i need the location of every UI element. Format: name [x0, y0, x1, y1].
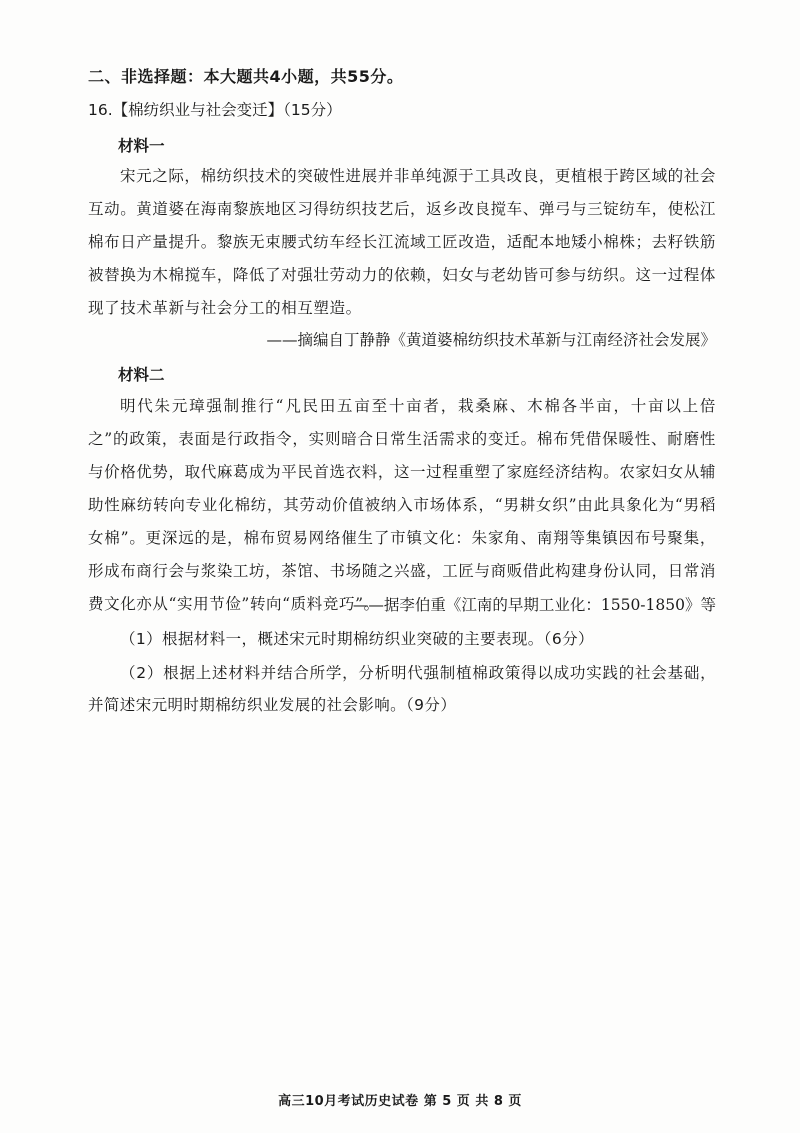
material-two-body: 明代朱元璋强制推行“凡民田五亩至十亩者，栽桑麻、木棉各半亩，十亩以上倍之”的政策，表面是行政指令，实则暗合日常生活需求的变迁。棉布凭借保暖性、耐磨性与价格优势，取代麻葛成为平民首选衣料，这一过程重塑了家庭经济结构。农家妇女从辅助性麻纺转向专业化棉纺，其劳动价值被纳入市场体系，“男耕女织”由此具象化为“男稻女棉”。更深远的是，棉布贸易网络催生了市镇文化：朱家角、南翔等集镇因布号聚集，形成布商行会与浆染工坊，茶馆、书场随之兴盛，工匠与商贩借此构建身份认同，日常消费文化亦从“实用节俭”转向“质料竞巧”。: [88, 397, 716, 613]
material-one-source: ——摘编自丁静静《黄道婆棉纺织技术革新与江南经济社会发展》: [266, 331, 716, 349]
page-footer: 高三10月考试历史试卷 第 5 页 共 8 页: [278, 1094, 522, 1109]
question-title: 16.【棉纺织业与社会变迁】（15分）: [88, 101, 342, 119]
sub-question-2: （2）根据上述材料并结合所学，分析明代强制植棉政策得以成功实践的社会基础，并简述宋元明时期棉纺织业发展的社会影响。（9分）: [88, 664, 716, 714]
section-title: 二、非选择题：本大题共4小题，共55分。: [88, 67, 404, 86]
material-two-label: 材料二: [118, 366, 165, 384]
sub-question-1: （1）根据材料一，概述宋元时期棉纺织业突破的主要表现。（6分）: [120, 630, 594, 648]
material-one-label: 材料一: [118, 137, 165, 155]
material-one-body: 宋元之际，棉纺织技术的突破性进展并非单纯源于工具改良，更植根于跨区域的社会互动。黄道婆在海南黎族地区习得纺织技艺后，返乡改良搅车、弹弓与三锭纺车，使松江棉布日产量提升。黎族无束腰式纺车经长江流域工匠改造，适配本地矮小棉株；去籽铁筋被替换为木棉搅车，降低了对强壮劳动力的依赖，妇女与老幼皆可参与纺织。这一过程体现了技术革新与社会分工的相互塑造。: [88, 167, 716, 317]
material-two-source: ——据李伯重《江南的早期工业化：1550-1850》等: [352, 596, 716, 614]
